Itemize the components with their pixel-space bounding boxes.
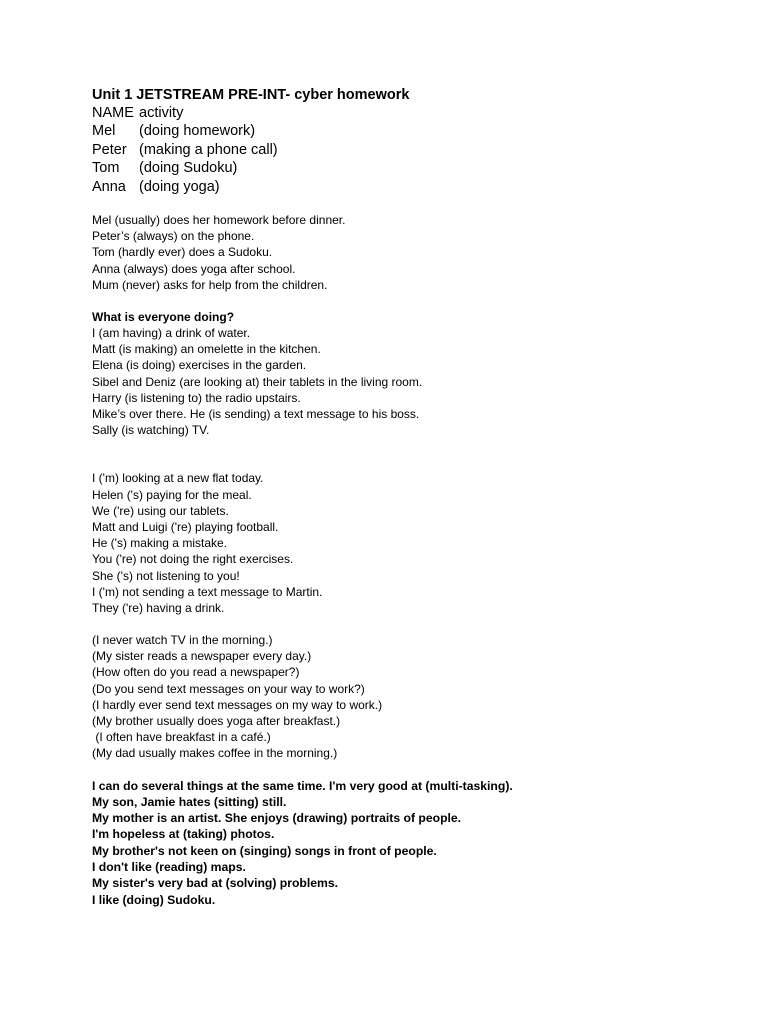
gerunds-section — [92, 778, 732, 908]
gerund-sentence: My son, Jamie hates (sitting) still. — [92, 794, 287, 809]
present-continuous-sentence: Harry (is listening to) the radio upstairs. — [92, 390, 301, 405]
gerund-sentence: I can do several things at the same time. I'm very good at (multi-tasking). — [92, 778, 513, 793]
roster-name: Anna — [92, 178, 126, 195]
contraction-sentence: Matt and Luigi ('re) playing football. — [92, 519, 279, 534]
section-heading: What is everyone doing? — [92, 309, 235, 324]
roster-activity: (doing homework) — [139, 123, 256, 140]
roster-activity: (doing Sudoku) — [139, 160, 238, 177]
gerund-sentence: My mother is an artist. She enjoys (drawing) portraits of people. — [92, 811, 462, 826]
roster-header-activity: activity — [139, 105, 184, 121]
roster-activity: (making a phone call) — [139, 141, 278, 158]
roster-row — [92, 178, 732, 196]
adverb-sentence: Tom (hardly ever) does a Sudoku. — [92, 245, 273, 260]
spacer — [92, 616, 732, 632]
question-sentence: (How often do you read a newspaper?) — [92, 665, 300, 680]
question-sentence: (I never watch TV in the morning.) — [92, 633, 273, 648]
present-continuous-section — [92, 309, 732, 439]
roster-name: Peter — [92, 141, 127, 158]
roster-row — [92, 141, 732, 159]
spacer — [92, 762, 732, 778]
roster-row — [92, 122, 732, 140]
present-continuous-sentence: Matt (is making) an omelette in the kitchen. — [92, 342, 321, 357]
present-continuous-sentence: Sally (is watching) TV. — [92, 423, 210, 438]
question-sentence: (My dad usually makes coffee in the morning.) — [92, 746, 338, 761]
adverb-sentence: Peter’s (always) on the phone. — [92, 229, 255, 244]
gerund-sentence: I'm hopeless at (taking) photos. — [92, 827, 275, 842]
contraction-sentence: I ('m) looking at a new flat today. — [92, 471, 264, 486]
roster-row — [92, 159, 732, 177]
contraction-sentence: Helen ('s) paying for the meal. — [92, 487, 252, 502]
question-sentence: (I hardly ever send text messages on my way to work.) — [92, 697, 383, 712]
present-continuous-sentence: Mike’s over there. He (is sending) a text message to his boss. — [92, 407, 420, 422]
question-sentence: (My brother usually does yoga after breakfast.) — [92, 714, 341, 729]
spacer — [92, 293, 732, 309]
spacer — [92, 196, 732, 212]
contraction-sentence: He ('s) making a mistake. — [92, 536, 227, 551]
gerund-sentence: My brother's not keen on (singing) songs in front of people. — [92, 843, 437, 858]
roster-table — [92, 104, 732, 196]
contraction-sentence: We ('re) using our tablets. — [92, 503, 229, 518]
questions-section — [92, 632, 732, 762]
gerund-sentence: My sister's very bad at (solving) problems. — [92, 876, 339, 891]
gerund-sentence: I like (doing) Sudoku. — [92, 892, 216, 907]
roster-header-name: NAME — [92, 105, 134, 121]
question-sentence: (Do you send text messages on your way to work?) — [92, 681, 365, 696]
gerund-sentence: I don't like (reading) maps. — [92, 860, 246, 875]
document-page — [92, 86, 732, 908]
roster-name: Tom — [92, 160, 120, 177]
contraction-sentence: She ('s) not listening to you! — [92, 568, 240, 583]
adverb-sentence: Anna (always) does yoga after school. — [92, 261, 296, 276]
contraction-sentence: They ('re) having a drink. — [92, 600, 225, 615]
adverb-sentence: Mel (usually) does her homework before dinner. — [92, 212, 346, 227]
contraction-sentence: You ('re) not doing the right exercises. — [92, 552, 294, 567]
adverb-sentence: Mum (never) asks for help from the children. — [92, 277, 328, 292]
adverbs-section — [92, 212, 732, 293]
question-sentence: (I often have breakfast in a café.) — [92, 730, 271, 745]
roster-header-row — [92, 104, 732, 122]
present-continuous-sentence: Sibel and Deniz (are looking at) their tablets in the living room. — [92, 374, 423, 389]
document-title: Unit 1 JETSTREAM PRE-INT- cyber homework — [92, 87, 410, 103]
present-continuous-sentence: I (am having) a drink of water. — [92, 326, 251, 341]
question-sentence: (My sister reads a newspaper every day.) — [92, 649, 312, 664]
contractions-section — [92, 470, 732, 616]
spacer — [92, 438, 732, 470]
contraction-sentence: I ('m) not sending a text message to Martin. — [92, 584, 323, 599]
present-continuous-sentence: Elena (is doing) exercises in the garden. — [92, 358, 307, 373]
roster-activity: (doing yoga) — [139, 178, 220, 195]
roster-name: Mel — [92, 123, 116, 140]
